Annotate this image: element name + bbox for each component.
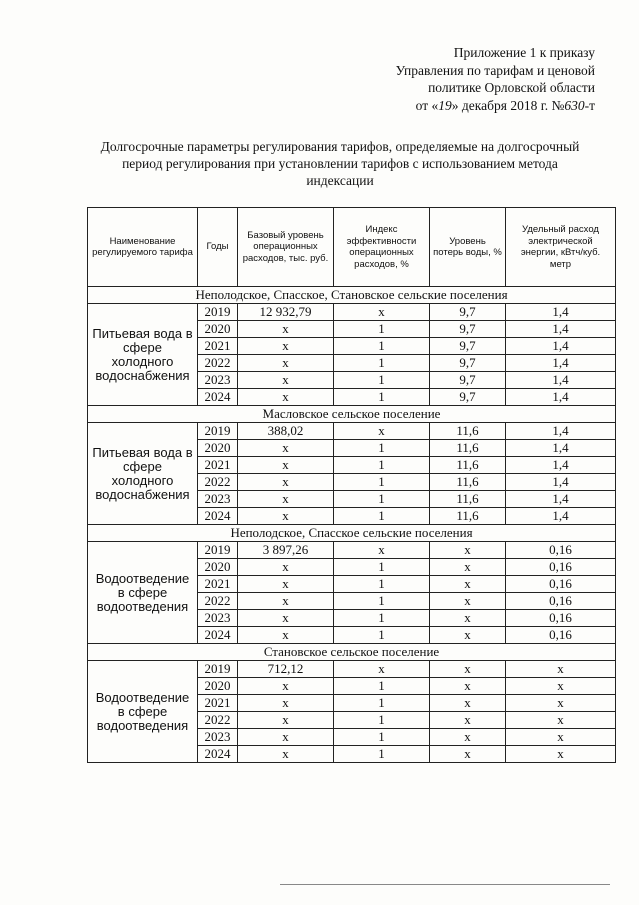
year-cell: 2022: [198, 593, 238, 610]
header-tariff-name: Наименование регулируемого тарифа: [88, 208, 198, 287]
base-expenses-cell: х: [238, 610, 334, 627]
year-cell: 2024: [198, 627, 238, 644]
base-expenses-cell: х: [238, 440, 334, 457]
year-cell: 2023: [198, 372, 238, 389]
base-expenses-cell: х: [238, 372, 334, 389]
energy-consumption-cell: х: [506, 695, 616, 712]
year-cell: 2020: [198, 321, 238, 338]
year-cell: 2019: [198, 542, 238, 559]
table-row: [88, 542, 616, 559]
energy-consumption-cell: 1,4: [506, 304, 616, 321]
section-title: Становское сельское поселение: [88, 644, 616, 661]
energy-consumption-cell: 1,4: [506, 491, 616, 508]
base-expenses-cell: х: [238, 712, 334, 729]
base-expenses-cell: х: [238, 627, 334, 644]
handwritten-day: 19: [438, 97, 452, 113]
tariff-parameters-table: [87, 207, 616, 763]
water-loss-cell: х: [430, 746, 506, 763]
energy-consumption-cell: 0,16: [506, 610, 616, 627]
table-row: [88, 661, 616, 678]
energy-consumption-cell: 1,4: [506, 440, 616, 457]
water-loss-cell: 11,6: [430, 474, 506, 491]
efficiency-index-cell: х: [334, 423, 430, 440]
section-header-row: [88, 644, 616, 661]
base-expenses-cell: х: [238, 474, 334, 491]
year-cell: 2022: [198, 355, 238, 372]
efficiency-index-cell: 1: [334, 627, 430, 644]
header-energy-consumption: Удельный расход электрической энергии, кВтч/куб. метр: [506, 208, 616, 287]
efficiency-index-cell: 1: [334, 389, 430, 406]
appendix-line: Приложение 1 к приказу: [453, 45, 595, 60]
base-expenses-cell: 12 932,79: [238, 304, 334, 321]
year-cell: 2022: [198, 474, 238, 491]
title-line: Долгосрочные параметры регулирования тарифов, определяемые на долгосрочный: [100, 139, 580, 154]
efficiency-index-cell: х: [334, 661, 430, 678]
energy-consumption-cell: х: [506, 661, 616, 678]
tariff-name-cell: Питьевая вода в сфере холодного водоснабжения: [88, 304, 198, 406]
year-cell: 2021: [198, 695, 238, 712]
year-cell: 2019: [198, 661, 238, 678]
appendix-line: Управления по тарифам и ценовой: [395, 62, 595, 78]
efficiency-index-cell: 1: [334, 678, 430, 695]
year-cell: 2022: [198, 712, 238, 729]
base-expenses-cell: х: [238, 338, 334, 355]
appendix-date: [295, 97, 595, 115]
energy-consumption-cell: х: [506, 678, 616, 695]
table-header-row: [88, 208, 616, 287]
section-title: Масловское сельское поселение: [88, 406, 616, 423]
water-loss-cell: х: [430, 610, 506, 627]
section-header-row: [88, 525, 616, 542]
efficiency-index-cell: 1: [334, 712, 430, 729]
base-expenses-cell: х: [238, 695, 334, 712]
base-expenses-cell: х: [238, 593, 334, 610]
year-cell: 2021: [198, 457, 238, 474]
section-header-row: [88, 406, 616, 423]
tariff-name-cell: Питьевая вода в сфере холодного водоснабжения: [88, 423, 198, 525]
base-expenses-cell: х: [238, 355, 334, 372]
section-header-row: [88, 287, 616, 304]
energy-consumption-cell: 0,16: [506, 576, 616, 593]
appendix-line: политике Орловской области: [428, 80, 595, 95]
title-line: индексации: [306, 173, 374, 188]
date-prefix: от «: [415, 97, 439, 113]
year-cell: 2023: [198, 729, 238, 746]
base-expenses-cell: х: [238, 746, 334, 763]
efficiency-index-cell: 1: [334, 338, 430, 355]
base-expenses-cell: х: [238, 491, 334, 508]
base-expenses-cell: 712,12: [238, 661, 334, 678]
energy-consumption-cell: 1,4: [506, 321, 616, 338]
water-loss-cell: 9,7: [430, 321, 506, 338]
year-cell: 2023: [198, 491, 238, 508]
water-loss-cell: х: [430, 576, 506, 593]
efficiency-index-cell: 1: [334, 695, 430, 712]
base-expenses-cell: 388,02: [238, 423, 334, 440]
water-loss-cell: х: [430, 678, 506, 695]
energy-consumption-cell: 1,4: [506, 389, 616, 406]
efficiency-index-cell: 1: [334, 610, 430, 627]
handwritten-number: 630: [564, 97, 585, 113]
water-loss-cell: х: [430, 661, 506, 678]
energy-consumption-cell: 0,16: [506, 593, 616, 610]
document-title: [70, 138, 610, 189]
base-expenses-cell: х: [238, 576, 334, 593]
date-suffix: -т: [584, 97, 595, 113]
date-mid: » декабря 2018 г. №: [451, 97, 565, 113]
energy-consumption-cell: 1,4: [506, 508, 616, 525]
energy-consumption-cell: 1,4: [506, 355, 616, 372]
energy-consumption-cell: 1,4: [506, 338, 616, 355]
energy-consumption-cell: х: [506, 729, 616, 746]
section-title: Неполодское, Спасское сельские поселения: [88, 525, 616, 542]
base-expenses-cell: х: [238, 559, 334, 576]
title-line: период регулирования при установлении тарифов с использованием метода: [122, 156, 558, 171]
base-expenses-cell: 3 897,26: [238, 542, 334, 559]
water-loss-cell: 11,6: [430, 440, 506, 457]
efficiency-index-cell: 1: [334, 593, 430, 610]
energy-consumption-cell: 0,16: [506, 627, 616, 644]
base-expenses-cell: х: [238, 457, 334, 474]
water-loss-cell: 9,7: [430, 304, 506, 321]
energy-consumption-cell: 0,16: [506, 542, 616, 559]
energy-consumption-cell: х: [506, 712, 616, 729]
energy-consumption-cell: 0,16: [506, 559, 616, 576]
energy-consumption-cell: х: [506, 746, 616, 763]
year-cell: 2024: [198, 508, 238, 525]
year-cell: 2021: [198, 576, 238, 593]
base-expenses-cell: х: [238, 508, 334, 525]
water-loss-cell: 11,6: [430, 491, 506, 508]
year-cell: 2020: [198, 440, 238, 457]
efficiency-index-cell: х: [334, 542, 430, 559]
year-cell: 2019: [198, 423, 238, 440]
water-loss-cell: х: [430, 542, 506, 559]
year-cell: 2019: [198, 304, 238, 321]
efficiency-index-cell: 1: [334, 508, 430, 525]
water-loss-cell: х: [430, 593, 506, 610]
base-expenses-cell: х: [238, 389, 334, 406]
table-row: [88, 423, 616, 440]
year-cell: 2023: [198, 610, 238, 627]
tariff-name-cell: Водоотведение в сфере водоотведения: [88, 661, 198, 763]
efficiency-index-cell: 1: [334, 457, 430, 474]
water-loss-cell: 9,7: [430, 389, 506, 406]
year-cell: 2024: [198, 389, 238, 406]
efficiency-index-cell: 1: [334, 559, 430, 576]
base-expenses-cell: х: [238, 678, 334, 695]
water-loss-cell: 11,6: [430, 508, 506, 525]
water-loss-cell: х: [430, 627, 506, 644]
energy-consumption-cell: 1,4: [506, 474, 616, 491]
appendix-header: [295, 44, 595, 114]
year-cell: 2021: [198, 338, 238, 355]
efficiency-index-cell: 1: [334, 746, 430, 763]
base-expenses-cell: х: [238, 729, 334, 746]
efficiency-index-cell: 1: [334, 576, 430, 593]
section-title: Неполодское, Спасское, Становское сельские поселения: [88, 287, 616, 304]
energy-consumption-cell: 1,4: [506, 423, 616, 440]
efficiency-index-cell: 1: [334, 729, 430, 746]
energy-consumption-cell: 1,4: [506, 457, 616, 474]
efficiency-index-cell: 1: [334, 440, 430, 457]
efficiency-index-cell: 1: [334, 321, 430, 338]
water-loss-cell: 9,7: [430, 372, 506, 389]
header-years: Годы: [198, 208, 238, 287]
water-loss-cell: х: [430, 695, 506, 712]
water-loss-cell: 9,7: [430, 338, 506, 355]
page-divider: [280, 884, 610, 885]
year-cell: 2024: [198, 746, 238, 763]
header-water-loss: Уровень потерь воды, %: [430, 208, 506, 287]
year-cell: 2020: [198, 678, 238, 695]
table-body: [88, 287, 616, 763]
header-efficiency-index: Индекс эффективности операционных расходов, %: [334, 208, 430, 287]
water-loss-cell: 9,7: [430, 355, 506, 372]
water-loss-cell: х: [430, 729, 506, 746]
tariff-name-cell: Водоотведение в сфере водоотведения: [88, 542, 198, 644]
efficiency-index-cell: 1: [334, 491, 430, 508]
water-loss-cell: х: [430, 712, 506, 729]
table-row: [88, 304, 616, 321]
efficiency-index-cell: х: [334, 304, 430, 321]
water-loss-cell: 11,6: [430, 423, 506, 440]
header-base-expenses: Базовый уровень операционных расходов, тыс. руб.: [238, 208, 334, 287]
water-loss-cell: 11,6: [430, 457, 506, 474]
base-expenses-cell: х: [238, 321, 334, 338]
year-cell: 2020: [198, 559, 238, 576]
efficiency-index-cell: 1: [334, 355, 430, 372]
efficiency-index-cell: 1: [334, 372, 430, 389]
efficiency-index-cell: 1: [334, 474, 430, 491]
energy-consumption-cell: 1,4: [506, 372, 616, 389]
water-loss-cell: х: [430, 559, 506, 576]
